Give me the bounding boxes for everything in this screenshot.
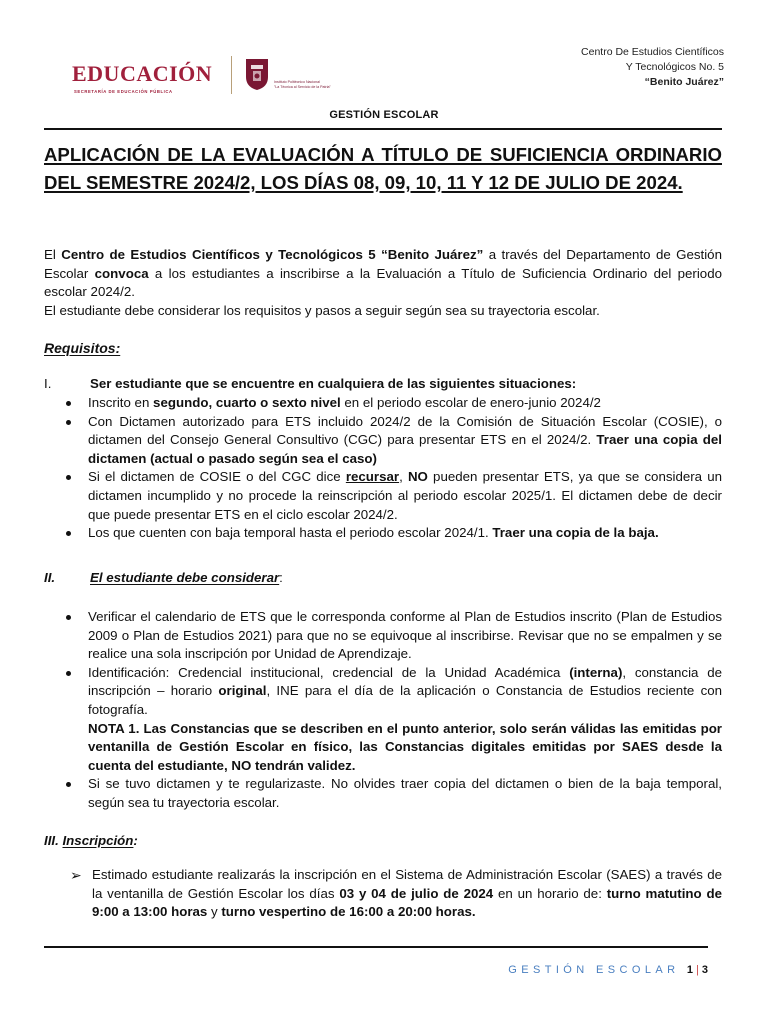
nota-1: NOTA 1. Las Constancias que se describen en el punto anterior, solo serán válidas las emitidas por ventanilla de Gestión Escolar en físico, las Constancias digitales emitidas por SAES desde la cuenta del estudiante, NO tendrán validez. (88, 720, 722, 773)
section-title: GESTIÓN ESCOLAR (329, 109, 439, 121)
ipn-motto-text: "La Técnica al Servicio de la Patria" (274, 84, 331, 89)
list-item: Identificación: Credencial institucional, credencial de la Unidad Académica (interna), constancia de inscripción – horario original, INE para el día de la aplicación o Constancia de Estudios reciente con fotografía. NOTA 1. Las Constancias que se describen en el punto anterior, solo serán válidas las emitidas por ventanilla de Gestión Escolar en físico, las Constancias digitales emitidas por SAES desde la cuenta del estudiante, NO tendrán validez. (62, 664, 722, 776)
section-3-heading (44, 832, 722, 851)
list-item: Verificar el calendario de ETS que le corresponda conforme al Plan de Estudios inscrito (Plan de Estudios 2009 o Plan de Estudios 2021) para que no se equivoque al inscribirse. Revisar que no se empalmen y se realice una sola inscripción por Unidad de Aprendizaje. (62, 608, 722, 664)
sep-logo-subtext: SECRETARÍA DE EDUCACIÓN PÚBLICA (74, 89, 173, 94)
list-item: Los que cuenten con baja temporal hasta el periodo escolar 2024/1. Traer una copia de la baja. (62, 524, 722, 543)
list-item: Con Dictamen autorizado para ETS incluido 2024/2 de la Comisión de Situación Escolar (COSIE), o dictamen del Consejo General Consultivo (CGC) para presentar ETS en el 2024/2. Traer una copia del dictamen (actual o pasado según sea el caso) (62, 413, 722, 469)
section-1-number: I. (44, 376, 52, 391)
page-title: APLICACIÓN DE LA EVALUACIÓN A TÍTULO DE SUFICIENCIA ORDINARIO DEL SEMESTRE 2024/2, LOS DÍAS 08, 09, 10, 11 Y 12 DE JULIO DE 2024. (44, 144, 722, 193)
intro-paragraph: El Centro de Estudios Científicos y Tecnológicos 5 “Benito Juárez” a través del Departamento de Gestión Escolar convoca a los estudiantes a inscribirse a la Evaluación a Título de Suficiencia Ordinario del periodo escolar 2024/2. El estudiante debe considerar los requisitos y pasos a seguir según sea su trayectoria escolar. (44, 247, 722, 318)
school-line-3: “Benito Juárez” (644, 76, 724, 88)
educacion-logo-text: EDUCACIÓN (72, 61, 213, 86)
section-3-title: III. Inscripción: (44, 833, 138, 848)
header-rule (44, 128, 722, 130)
intro-line-2: El estudiante debe considerar los requisitos y pasos a seguir según sea su trayectoria escolar. (44, 302, 600, 318)
section-1-list (62, 394, 722, 543)
section-2-number: II. (44, 570, 56, 585)
footer-label: GESTIÓN ESCOLAR (508, 964, 680, 976)
section-1-label: Ser estudiante que se encuentre en cualquiera de las siguientes situaciones: (90, 376, 577, 391)
school-line-1: Centro De Estudios Científicos (581, 46, 724, 58)
page-footer (508, 964, 708, 976)
page-number: 1 (686, 964, 694, 976)
school-name-block (581, 45, 724, 90)
ipn-shield-icon (243, 57, 271, 91)
inscription-paragraph: ➢ Estimado estudiante realizarás la inscripción en el Sistema de Administración Escolar (SAES) a través de la ventanilla de Gestión Escolar los días 03 y 04 de julio de 2024 en un horario de: turno matutino de 9:00 a 13:00 horas y turno vespertino de 16:00 a 20:00 horas. (70, 867, 722, 920)
section-2-title: El estudiante debe considerar: (90, 570, 283, 585)
logo-divider (231, 56, 232, 94)
arrow-bullet-icon: ➢ (70, 867, 82, 883)
ipn-motto (274, 80, 331, 89)
requisitos-heading: Requisitos: (44, 340, 121, 356)
page-total: 3 (701, 964, 708, 976)
school-line-2: Y Tecnológicos No. 5 (625, 61, 724, 73)
list-item: Inscrito en segundo, cuarto o sexto nivel en el periodo escolar de enero-junio 2024/2 (62, 394, 722, 413)
ipn-name-text: Instituto Politécnico Nacional (274, 80, 320, 84)
list-item: Si se tuvo dictamen y te regularizaste. No olvides traer copia del dictamen o bien de la baja temporal, según sea tu trayectoria escolar. (62, 775, 722, 812)
list-item: Si el dictamen de COSIE o del CGC dice recursar, NO pueden presentar ETS, ya que se considera un dictamen incumplido y no procede la reinscripción al periodo escolar 2025/1. El dictamen debe de decir que puede presentar ETS en el ciclo escolar 2024/2. (62, 468, 722, 524)
section-2-list (62, 608, 722, 813)
footer-rule (44, 946, 708, 948)
footer-separator: | (696, 964, 699, 976)
